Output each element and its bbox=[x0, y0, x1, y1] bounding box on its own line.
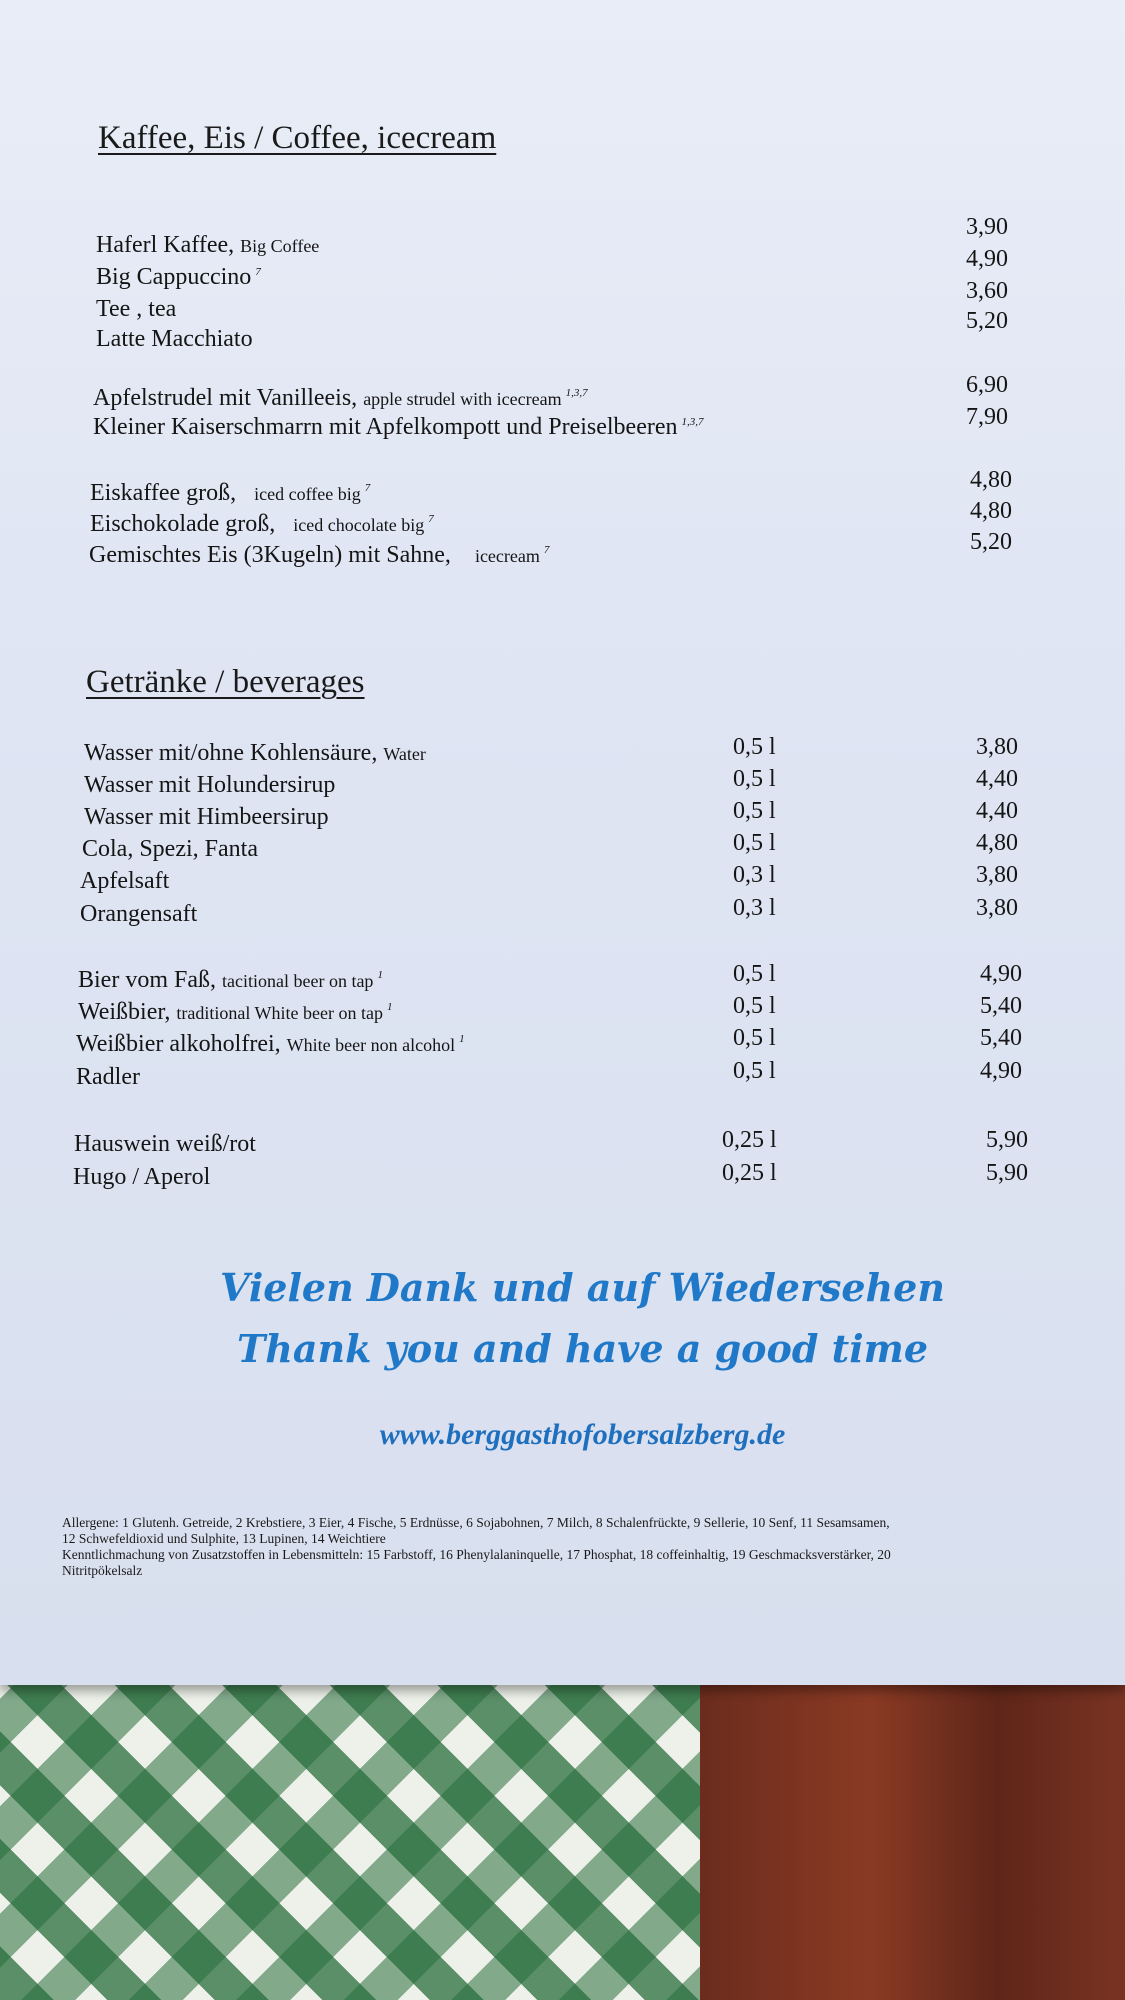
item-name: Tee , tea bbox=[96, 296, 177, 322]
item-name: Weißbier alkoholfrei, White beer non alcohol $^1$ bbox=[76, 1031, 465, 1057]
item-price: 4,80 bbox=[970, 498, 1012, 524]
menu-item bbox=[0, 404, 1125, 446]
item-price: 4,90 bbox=[980, 961, 1022, 987]
item-volume: 0,3 l bbox=[733, 862, 776, 888]
item-volume: 0,25 l bbox=[722, 1127, 777, 1153]
item-price: 3,90 bbox=[966, 214, 1008, 240]
item-volume: 0,5 l bbox=[733, 1025, 776, 1051]
item-name: Wasser mit/ohne Kohlensäure, Water bbox=[84, 740, 426, 766]
item-price: 5,40 bbox=[980, 993, 1022, 1019]
allergen-legend bbox=[62, 1515, 1112, 1579]
menu-item bbox=[0, 529, 1125, 574]
coffee-section-title: Kaffee, Eis / Coffee, icecream bbox=[98, 120, 497, 156]
tablecloth-background bbox=[0, 1660, 720, 2000]
item-volume: 0,5 l bbox=[733, 993, 776, 1019]
item-price: 5,20 bbox=[970, 529, 1012, 555]
menu-item bbox=[0, 1058, 1125, 1096]
item-volume: 0,5 l bbox=[733, 734, 776, 760]
item-name: Hauswein weiß/rot bbox=[74, 1131, 256, 1157]
thanks-german: Vielen Dank und auf Wiedersehen bbox=[220, 1265, 945, 1310]
item-price: 6,90 bbox=[966, 372, 1008, 398]
item-name: Big Cappuccino $^7$ bbox=[96, 264, 261, 290]
item-price: 4,40 bbox=[976, 798, 1018, 824]
beverages-section-title: Getränke / beverages bbox=[86, 664, 365, 700]
item-price: 4,80 bbox=[970, 467, 1012, 493]
allergen-line: Kenntlichmachung von Zusatzstoffen in Lebensmitteln: 15 Farbstoff, 16 Phenylalaninquelle, 17 Phosphat, 18 coffeinhaltig, 19 Geschmacksverstärker, 20 bbox=[62, 1547, 891, 1562]
item-volume: 0,5 l bbox=[733, 961, 776, 987]
item-name: Latte Macchiato bbox=[96, 326, 253, 352]
item-name: Apfelsaft bbox=[80, 868, 170, 894]
item-price: 3,80 bbox=[976, 862, 1018, 888]
item-volume: 0,5 l bbox=[733, 830, 776, 856]
website-link[interactable]: www.berggasthofobersalzberg.de bbox=[379, 1418, 786, 1451]
item-name: Gemischtes Eis (3Kugeln) mit Sahne, icecream $^7$ bbox=[89, 542, 550, 568]
menu-item bbox=[0, 1160, 1125, 1196]
menu-item bbox=[0, 1127, 1125, 1163]
item-volume: 0,5 l bbox=[733, 766, 776, 792]
item-price: 4,90 bbox=[980, 1058, 1022, 1084]
item-name: Cola, Spezi, Fanta bbox=[82, 836, 258, 862]
thanks-english: Thank you and have a good time bbox=[236, 1326, 929, 1371]
item-volume: 0,5 l bbox=[733, 798, 776, 824]
item-price: 3,60 bbox=[966, 278, 1008, 304]
item-price: 5,20 bbox=[966, 308, 1008, 334]
item-price: 4,40 bbox=[976, 766, 1018, 792]
item-name: Wasser mit Himbeersirup bbox=[84, 804, 329, 830]
item-volume: 0,3 l bbox=[733, 895, 776, 921]
item-name: Eischokolade groß, iced chocolate big $^7$ bbox=[90, 511, 434, 537]
item-name: Apfelstrudel mit Vanilleeis, apple strudel with icecream $^{1,3,7}$ bbox=[93, 385, 588, 411]
item-name: Haferl Kaffee, Big Coffee bbox=[96, 232, 320, 258]
item-price: 3,80 bbox=[976, 734, 1018, 760]
allergen-line: Allergene: 1 Glutenh. Getreide, 2 Krebstiere, 3 Eier, 4 Fische, 5 Erdnüsse, 6 Sojabohnen, 7 Milch, 8 Schalenfrückte, 9 Sellerie, 10 Senf, 11 Sesamsamen, bbox=[62, 1515, 890, 1530]
wooden-table-background bbox=[700, 1680, 1125, 2000]
item-name: Wasser mit Holundersirup bbox=[84, 772, 336, 798]
item-name: Eiskaffee groß, iced coffee big $^7$ bbox=[90, 480, 371, 506]
item-name: Bier vom Faß, tacitional beer on tap $^1$ bbox=[78, 967, 383, 993]
item-price: 4,80 bbox=[976, 830, 1018, 856]
item-price: 7,90 bbox=[966, 404, 1008, 430]
item-price: 3,80 bbox=[976, 895, 1018, 921]
allergen-line: 12 Schwefeldioxid und Sulphite, 13 Lupinen, 14 Weichtiere bbox=[62, 1531, 386, 1546]
menu-item bbox=[0, 895, 1125, 933]
item-volume: 0,25 l bbox=[722, 1160, 777, 1186]
item-price: 4,90 bbox=[966, 246, 1008, 272]
item-name: Kleiner Kaiserschmarrn mit Apfelkompott und Preiselbeeren $^{1,3,7}$ bbox=[93, 414, 704, 440]
item-volume: 0,5 l bbox=[733, 1058, 776, 1084]
item-price: 5,40 bbox=[980, 1025, 1022, 1051]
item-name: Radler bbox=[76, 1064, 140, 1090]
item-name: Weißbier, traditional White beer on tap $^1$ bbox=[78, 999, 393, 1025]
item-name: Hugo / Aperol bbox=[73, 1164, 211, 1190]
item-price: 5,90 bbox=[986, 1160, 1028, 1186]
item-name: Orangensaft bbox=[80, 901, 198, 927]
allergen-line: Nitritpökelsalz bbox=[62, 1563, 143, 1578]
item-price: 5,90 bbox=[986, 1127, 1028, 1153]
